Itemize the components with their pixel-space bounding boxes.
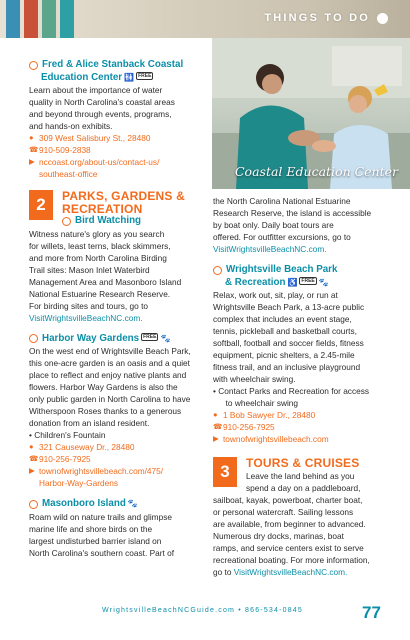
text-line: are available, from beginner to advanced. bbox=[213, 518, 366, 529]
wbpark-description bbox=[213, 289, 385, 409]
section-number-badge: 2 bbox=[29, 190, 53, 220]
harbor-address bbox=[29, 441, 207, 453]
accessible-icon: ♿ bbox=[287, 277, 298, 287]
wbpark-link[interactable] bbox=[213, 433, 385, 445]
text-line: Roam wild on nature trails and glimpse bbox=[29, 511, 172, 522]
stanback-address bbox=[29, 132, 207, 144]
text-line: the North Carolina National Estuarine bbox=[213, 196, 351, 206]
wbpark-title-line1: Wrightsville Beach Park bbox=[226, 264, 338, 275]
footer-contact: WrightsvilleBeachNCGuide.com • 866-534-0845 bbox=[102, 607, 303, 614]
wbpark-phone bbox=[213, 421, 385, 433]
phone-icon: ☎ bbox=[213, 422, 223, 431]
text-line: softball, football and soccer fields, fitness bbox=[213, 338, 364, 348]
surfboard-green bbox=[42, 0, 56, 38]
wbpark-bullet: • Contact Parks and Recreation for access to wheelchair swing bbox=[213, 386, 370, 408]
link-prefix: go to bbox=[213, 566, 234, 577]
pet-friendly-icon: 🐾 bbox=[160, 333, 171, 343]
section-2-heading bbox=[29, 190, 207, 228]
text-line: On the west end of Wrightsville Beach Park, bbox=[29, 346, 191, 356]
tours-intro bbox=[246, 470, 360, 494]
bullet-text: to wheelchair swing bbox=[225, 398, 299, 408]
section-title: THINGS TO DO bbox=[264, 12, 370, 24]
bird-watching-heading bbox=[62, 215, 185, 228]
bird-watching-description bbox=[29, 228, 207, 312]
section-title-line1: PARKS, GARDENS & bbox=[62, 189, 185, 203]
text-line: Trail sites: Mason Inlet Waterbird bbox=[29, 264, 150, 275]
surfboard-blue bbox=[6, 0, 20, 38]
bullet-ring-icon bbox=[29, 500, 38, 509]
free-badge: FREE bbox=[138, 72, 152, 79]
text-line: and more from North Carolina Birding bbox=[29, 252, 167, 263]
stanback-link[interactable] bbox=[29, 156, 207, 180]
harbor-description bbox=[29, 345, 207, 441]
text-line: fitness trail, and an inclusive playground bbox=[213, 362, 361, 372]
harbor-bullet: • Children's Fountain bbox=[29, 430, 106, 440]
link-line[interactable]: townofwrightsvillebeach.com/475/ bbox=[39, 466, 164, 476]
stanback-heading-line2 bbox=[29, 72, 207, 85]
pet-friendly-icon: 🐾 bbox=[127, 499, 138, 508]
right-column bbox=[213, 195, 385, 578]
text-line: ramps, and service centers exist to serve bbox=[213, 542, 364, 553]
website-link[interactable]: townofwrightsvillebeach.com bbox=[223, 434, 329, 444]
free-badge: FREE bbox=[143, 333, 157, 340]
text-line: by boat only. Daily boat tours are bbox=[213, 220, 334, 230]
text-line: Research Reserve, the island is accessible bbox=[213, 208, 372, 218]
pet-friendly-icon: 🐾 bbox=[318, 277, 329, 287]
page-number: 77 bbox=[362, 603, 381, 622]
phone-text: 910-509-2838 bbox=[39, 145, 91, 155]
text-line: complex that includes an event stage, bbox=[213, 314, 352, 324]
link-line[interactable]: southeast-office bbox=[39, 169, 98, 179]
text-line: Leave the land behind as you bbox=[246, 470, 355, 481]
arrow-icon: ▶ bbox=[213, 434, 219, 443]
text-line: Witness nature's glory as you search bbox=[29, 228, 165, 239]
stanback-phone bbox=[29, 144, 207, 156]
text-line: donation from an island resident. bbox=[29, 418, 150, 428]
location-pin-icon: ● bbox=[213, 410, 218, 419]
text-line: largest undisturbed barrier island on bbox=[29, 535, 162, 546]
location-pin-icon: ● bbox=[29, 133, 34, 142]
text-line: For birding sites and tours, go to bbox=[29, 300, 148, 311]
tours-link-line bbox=[213, 566, 385, 578]
bullet-ring-icon bbox=[213, 266, 222, 275]
harbor-link[interactable] bbox=[29, 465, 207, 489]
wbpark-heading bbox=[213, 264, 385, 277]
arrow-icon: ▶ bbox=[29, 157, 35, 166]
harbor-heading bbox=[29, 333, 207, 346]
photo-caption: Coastal Education Center bbox=[234, 164, 398, 179]
text-line: Numerous dry docks, marinas, boat bbox=[213, 530, 344, 541]
section-3-heading bbox=[213, 457, 385, 494]
location-pin-icon: ● bbox=[29, 442, 34, 451]
harbor-phone bbox=[29, 453, 207, 465]
bird-watching-link[interactable]: VisitWrightsvilleBeachNC.com. bbox=[29, 312, 143, 323]
address-text: 309 West Salisbury St., 28480 bbox=[39, 133, 151, 143]
left-column bbox=[29, 59, 207, 559]
masonboro-link[interactable]: VisitWrightsvilleBeachNC.com. bbox=[213, 244, 327, 254]
section-title-line2: RECREATION bbox=[62, 201, 143, 216]
banner-dot-icon bbox=[377, 13, 388, 24]
text-line: Learn about the importance of water bbox=[29, 85, 163, 95]
wbpark-heading-line2 bbox=[213, 277, 385, 290]
coastal-education-photo bbox=[212, 38, 410, 189]
tours-link[interactable]: VisitWrightsvilleBeachNC.com. bbox=[233, 566, 348, 577]
phone-text: 910-256-7925 bbox=[39, 454, 91, 464]
bird-watching-title: Bird Watching bbox=[75, 215, 142, 226]
text-line: only public garden in North Carolina to have bbox=[29, 394, 191, 404]
text-line: offered. For outfitter excursions, go to bbox=[213, 232, 351, 242]
text-line: equipment, picnic shelters, a 2.45-mile bbox=[213, 350, 355, 360]
surfboard-teal bbox=[60, 0, 74, 38]
bullet-ring-icon bbox=[29, 334, 38, 343]
page-footer bbox=[0, 603, 410, 623]
bullet-ring-icon bbox=[29, 61, 38, 70]
text-line: Witherspoon Roses thanks to a generous bbox=[29, 406, 182, 416]
text-line: and beyond through events, programs, bbox=[29, 109, 172, 119]
website-link[interactable] bbox=[39, 465, 163, 489]
link-line[interactable]: Harbor-Way-Gardens bbox=[39, 478, 118, 488]
surfboard-red bbox=[24, 0, 38, 38]
bullet-text: Children's Fountain bbox=[34, 430, 106, 440]
wbpark-address bbox=[213, 409, 385, 421]
website-link[interactable] bbox=[39, 156, 159, 180]
free-badge: FREE bbox=[301, 277, 315, 284]
text-line: marine life and shore birds on the bbox=[29, 523, 153, 534]
text-line: with wheelchair swing. bbox=[213, 374, 296, 384]
text-line: this one-acre garden is an oasis and a quiet bbox=[29, 358, 190, 368]
section-title: TOURS & CRUISES bbox=[246, 456, 360, 470]
text-line: flowers. Harbor Way Gardens is also the bbox=[29, 382, 178, 392]
section-number-badge: 3 bbox=[213, 457, 237, 487]
text-line: recreational boating. For more information, bbox=[213, 554, 370, 565]
text-line: North Carolina's southern coast. Part of bbox=[29, 547, 175, 558]
stanback-heading bbox=[29, 59, 207, 72]
stanback-description bbox=[29, 84, 207, 132]
text-line: National Estuarine Research Reserve. bbox=[29, 288, 171, 299]
text-line: and hands-on exhibits. bbox=[29, 121, 113, 131]
tours-description bbox=[213, 494, 385, 578]
text-line: spend a day on a paddleboard, bbox=[246, 482, 361, 493]
text-line: quality in North Carolina's coastal areas bbox=[29, 97, 175, 107]
text-line: or personal watercraft. Sailing lessons bbox=[213, 506, 354, 517]
bullet-text: Contact Parks and Recreation for access bbox=[218, 386, 370, 396]
restroom-icon: 🚻 bbox=[124, 72, 135, 82]
text-line: Wrightsville Beach Park, a 13-acre public bbox=[213, 302, 365, 312]
phone-icon: ☎ bbox=[29, 145, 39, 154]
text-line: place to reflect and enjoy native plants and bbox=[29, 370, 187, 380]
bullet-ring-icon bbox=[62, 217, 71, 226]
text-line: for willets, least terns, black skimmers, bbox=[29, 240, 171, 251]
masonboro-continued bbox=[213, 195, 385, 243]
harbor-title: Harbor Way Gardens bbox=[42, 332, 140, 344]
stanback-title-line1: Fred & Alice Stanback Coastal bbox=[42, 59, 184, 70]
masonboro-title: Masonboro Island bbox=[42, 498, 126, 509]
stanback-title-line2: Education Center bbox=[41, 71, 123, 83]
address-text: 1 Bob Sawyer Dr., 28480 bbox=[223, 410, 316, 420]
wbpark-title-line2: & Recreation bbox=[225, 276, 286, 288]
arrow-icon: ▶ bbox=[29, 466, 35, 475]
top-banner bbox=[0, 0, 410, 38]
text-line: Management Area and Masonboro Island bbox=[29, 276, 182, 287]
address-text: 321 Causeway Dr., 28480 bbox=[39, 442, 135, 452]
link-line[interactable]: nccoast.org/about-us/contact-us/ bbox=[39, 157, 160, 167]
masonboro-description bbox=[29, 511, 207, 559]
text-line: sailboat, kayak, powerboat, charter boat, bbox=[213, 494, 363, 505]
text-line: tennis, pickleball and basketball courts, bbox=[213, 326, 357, 336]
phone-icon: ☎ bbox=[29, 454, 39, 463]
masonboro-heading bbox=[29, 498, 207, 511]
phone-text: 910-256-7925 bbox=[223, 422, 275, 432]
text-line: Relax, work out, sit, play, or run at bbox=[213, 290, 338, 300]
